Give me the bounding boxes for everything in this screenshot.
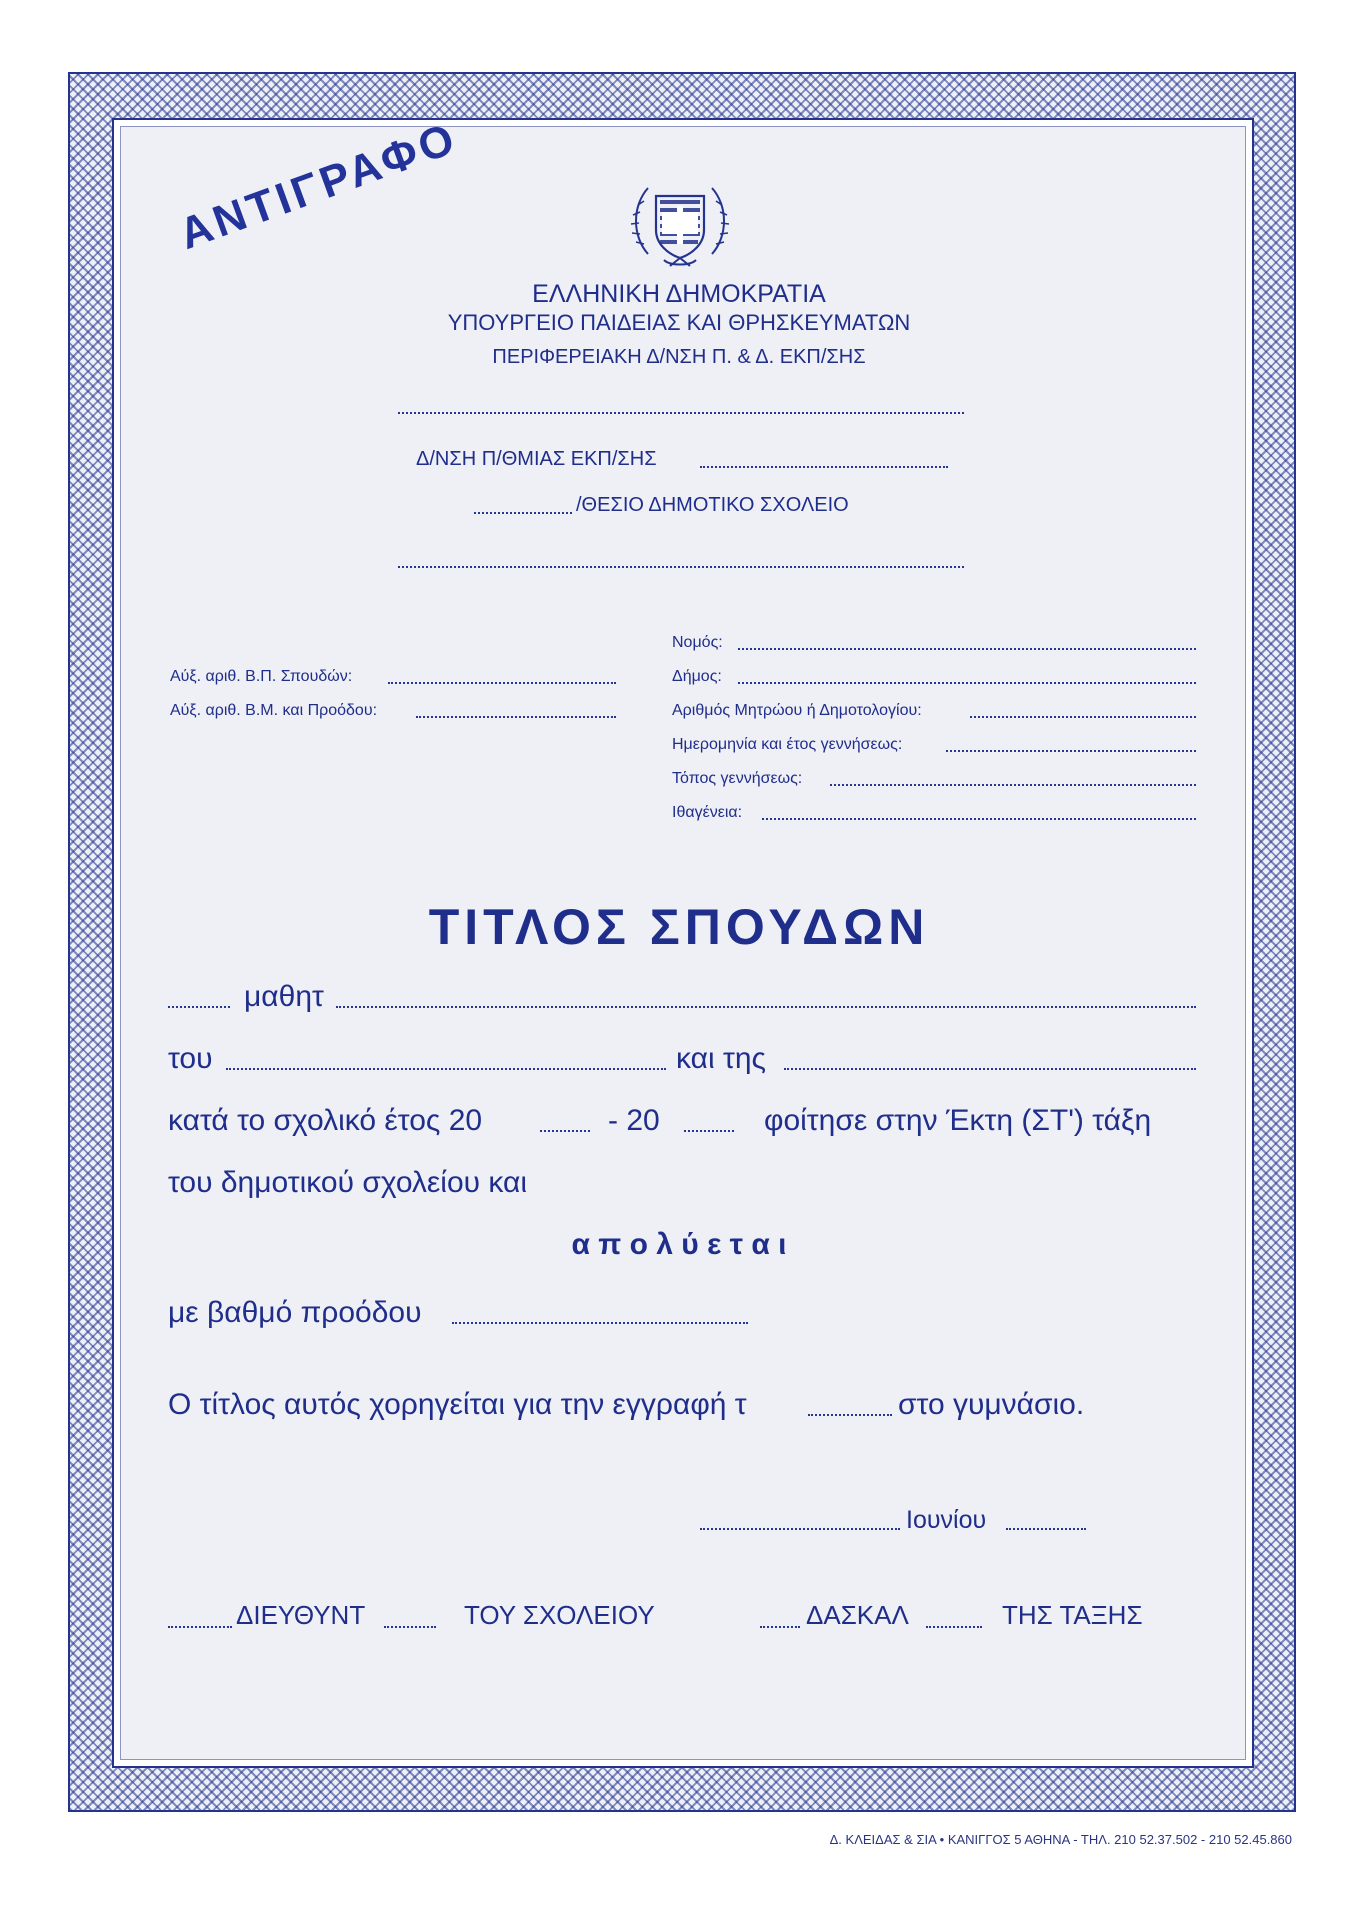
blank-place-date (700, 1528, 900, 1530)
school-label: /ΘΕΣΙΟ ΔΗΜΟΤΙΚΟ ΣΧΟΛΕΙΟ (576, 494, 849, 516)
blank-teacher-article (760, 1626, 800, 1628)
june-label: Ιουνίου (906, 1506, 987, 1534)
blank-directorate (700, 466, 948, 468)
blank-mother-name (784, 1068, 1196, 1070)
blank-birth-date (946, 750, 1196, 752)
field-label-municipality: Δήμος: (672, 668, 722, 685)
grade-label: με βαθμό προόδου (168, 1296, 422, 1329)
gymnasium-label: στο γυμνάσιο. (898, 1388, 1085, 1421)
field-label-registry-number: Αριθμός Μητρώου ή Δημοτολογίου: (672, 702, 922, 719)
mother-label: και της (676, 1042, 766, 1075)
field-label-progress-number: Αύξ. αριθ. Β.Μ. και Προόδου: (170, 702, 378, 719)
student-label: μαθητ (244, 980, 324, 1013)
of-class-label: ΤΗΣ ΤΑΞΗΣ (1002, 1600, 1143, 1630)
blank-director-article (168, 1626, 232, 1628)
field-label-studies-number: Αύξ. αριθ. Β.Π. Σπουδών: (170, 668, 353, 685)
blank-line-region (398, 412, 964, 414)
republic-heading: ΕΛΛΗΝΙΚΗ ΔΗΜΟΚΡΑΤΙΑ (532, 280, 826, 308)
blank-teacher-suffix (926, 1626, 982, 1628)
ministry-heading: ΥΠΟΥΡΓΕΙΟ ΠΑΙΔΕΙΑΣ ΚΑΙ ΘΡΗΣΚΕΥΜΑΤΩΝ (447, 310, 911, 335)
blank-birth-place (830, 784, 1196, 786)
blank-prefecture (738, 648, 1196, 650)
field-label-prefecture: Νομός: (672, 634, 723, 651)
blank-grade (452, 1322, 748, 1324)
field-label-birth-date: Ημερομηνία και έτος γεννήσεως: (672, 736, 903, 753)
printer-footer: Δ. ΚΛΕΙΔΑΣ & ΣΙΑ • ΚΑΝΙΓΓΟΣ 5 ΑΘΗΝΑ - ΤΗΛ. 210 52.37.502 - 210 52.45.860 (829, 1832, 1292, 1847)
blank-director-suffix (384, 1626, 436, 1628)
blank-father-name (226, 1068, 666, 1070)
copy-stamp: ΑΝΤΙΓΡΑΦΟ (172, 113, 465, 260)
blank-student-name (336, 1006, 1196, 1008)
father-label: του (168, 1042, 213, 1075)
graduates-label: α π ο λ ύ ε τ α ι (571, 1228, 787, 1261)
blank-school-size (474, 512, 572, 514)
blank-studies-number (388, 682, 616, 684)
certificate-title: ΤΙΤΛΟΣ ΣΠΟΥΔΩΝ (428, 899, 930, 955)
school-year-label: κατά το σχολικό έτος 20 (168, 1104, 483, 1137)
blank-registry-number (970, 716, 1196, 718)
blank-year-end (684, 1130, 734, 1132)
blank-progress-number (416, 716, 616, 718)
teacher-label: ΔΑΣΚΑΛ (806, 1600, 909, 1630)
regional-heading: ΠΕΡΙΦΕΡΕΙΑΚΗ Δ/ΝΣΗ Π. & Δ. ΕΚΠ/ΣΗΣ (492, 346, 866, 368)
of-school-label: ΤΟΥ ΣΧΟΛΕΙΟΥ (464, 1600, 655, 1630)
directorate-label: Δ/ΝΣΗ Π/ΘΜΙΑΣ ΕΚΠ/ΣΗΣ (416, 448, 657, 470)
blank-year-start (540, 1130, 590, 1132)
field-label-birth-place: Τόπος γεννήσεως: (672, 770, 803, 787)
purpose-label: Ο τίτλος αυτός χορηγείται για την εγγραφή τ (168, 1388, 747, 1421)
blank-nationality (762, 818, 1196, 820)
coat-of-arms-icon (626, 176, 734, 276)
blank-student-article (168, 1006, 230, 1008)
school-year-dash: - 20 (608, 1104, 660, 1137)
director-label: ΔΙΕΥΘΥΝΤ (236, 1600, 366, 1630)
blank-municipality (738, 682, 1196, 684)
blank-article (808, 1414, 892, 1416)
field-label-nationality: Ιθαγένεια: (672, 804, 743, 821)
primary-school-label: του δημοτικού σχολείου και (168, 1166, 528, 1199)
blank-day (1006, 1528, 1086, 1530)
blank-line-school-name (398, 566, 964, 568)
attended-label: φοίτησε στην Έκτη (ΣΤ') τάξη (764, 1104, 1152, 1137)
